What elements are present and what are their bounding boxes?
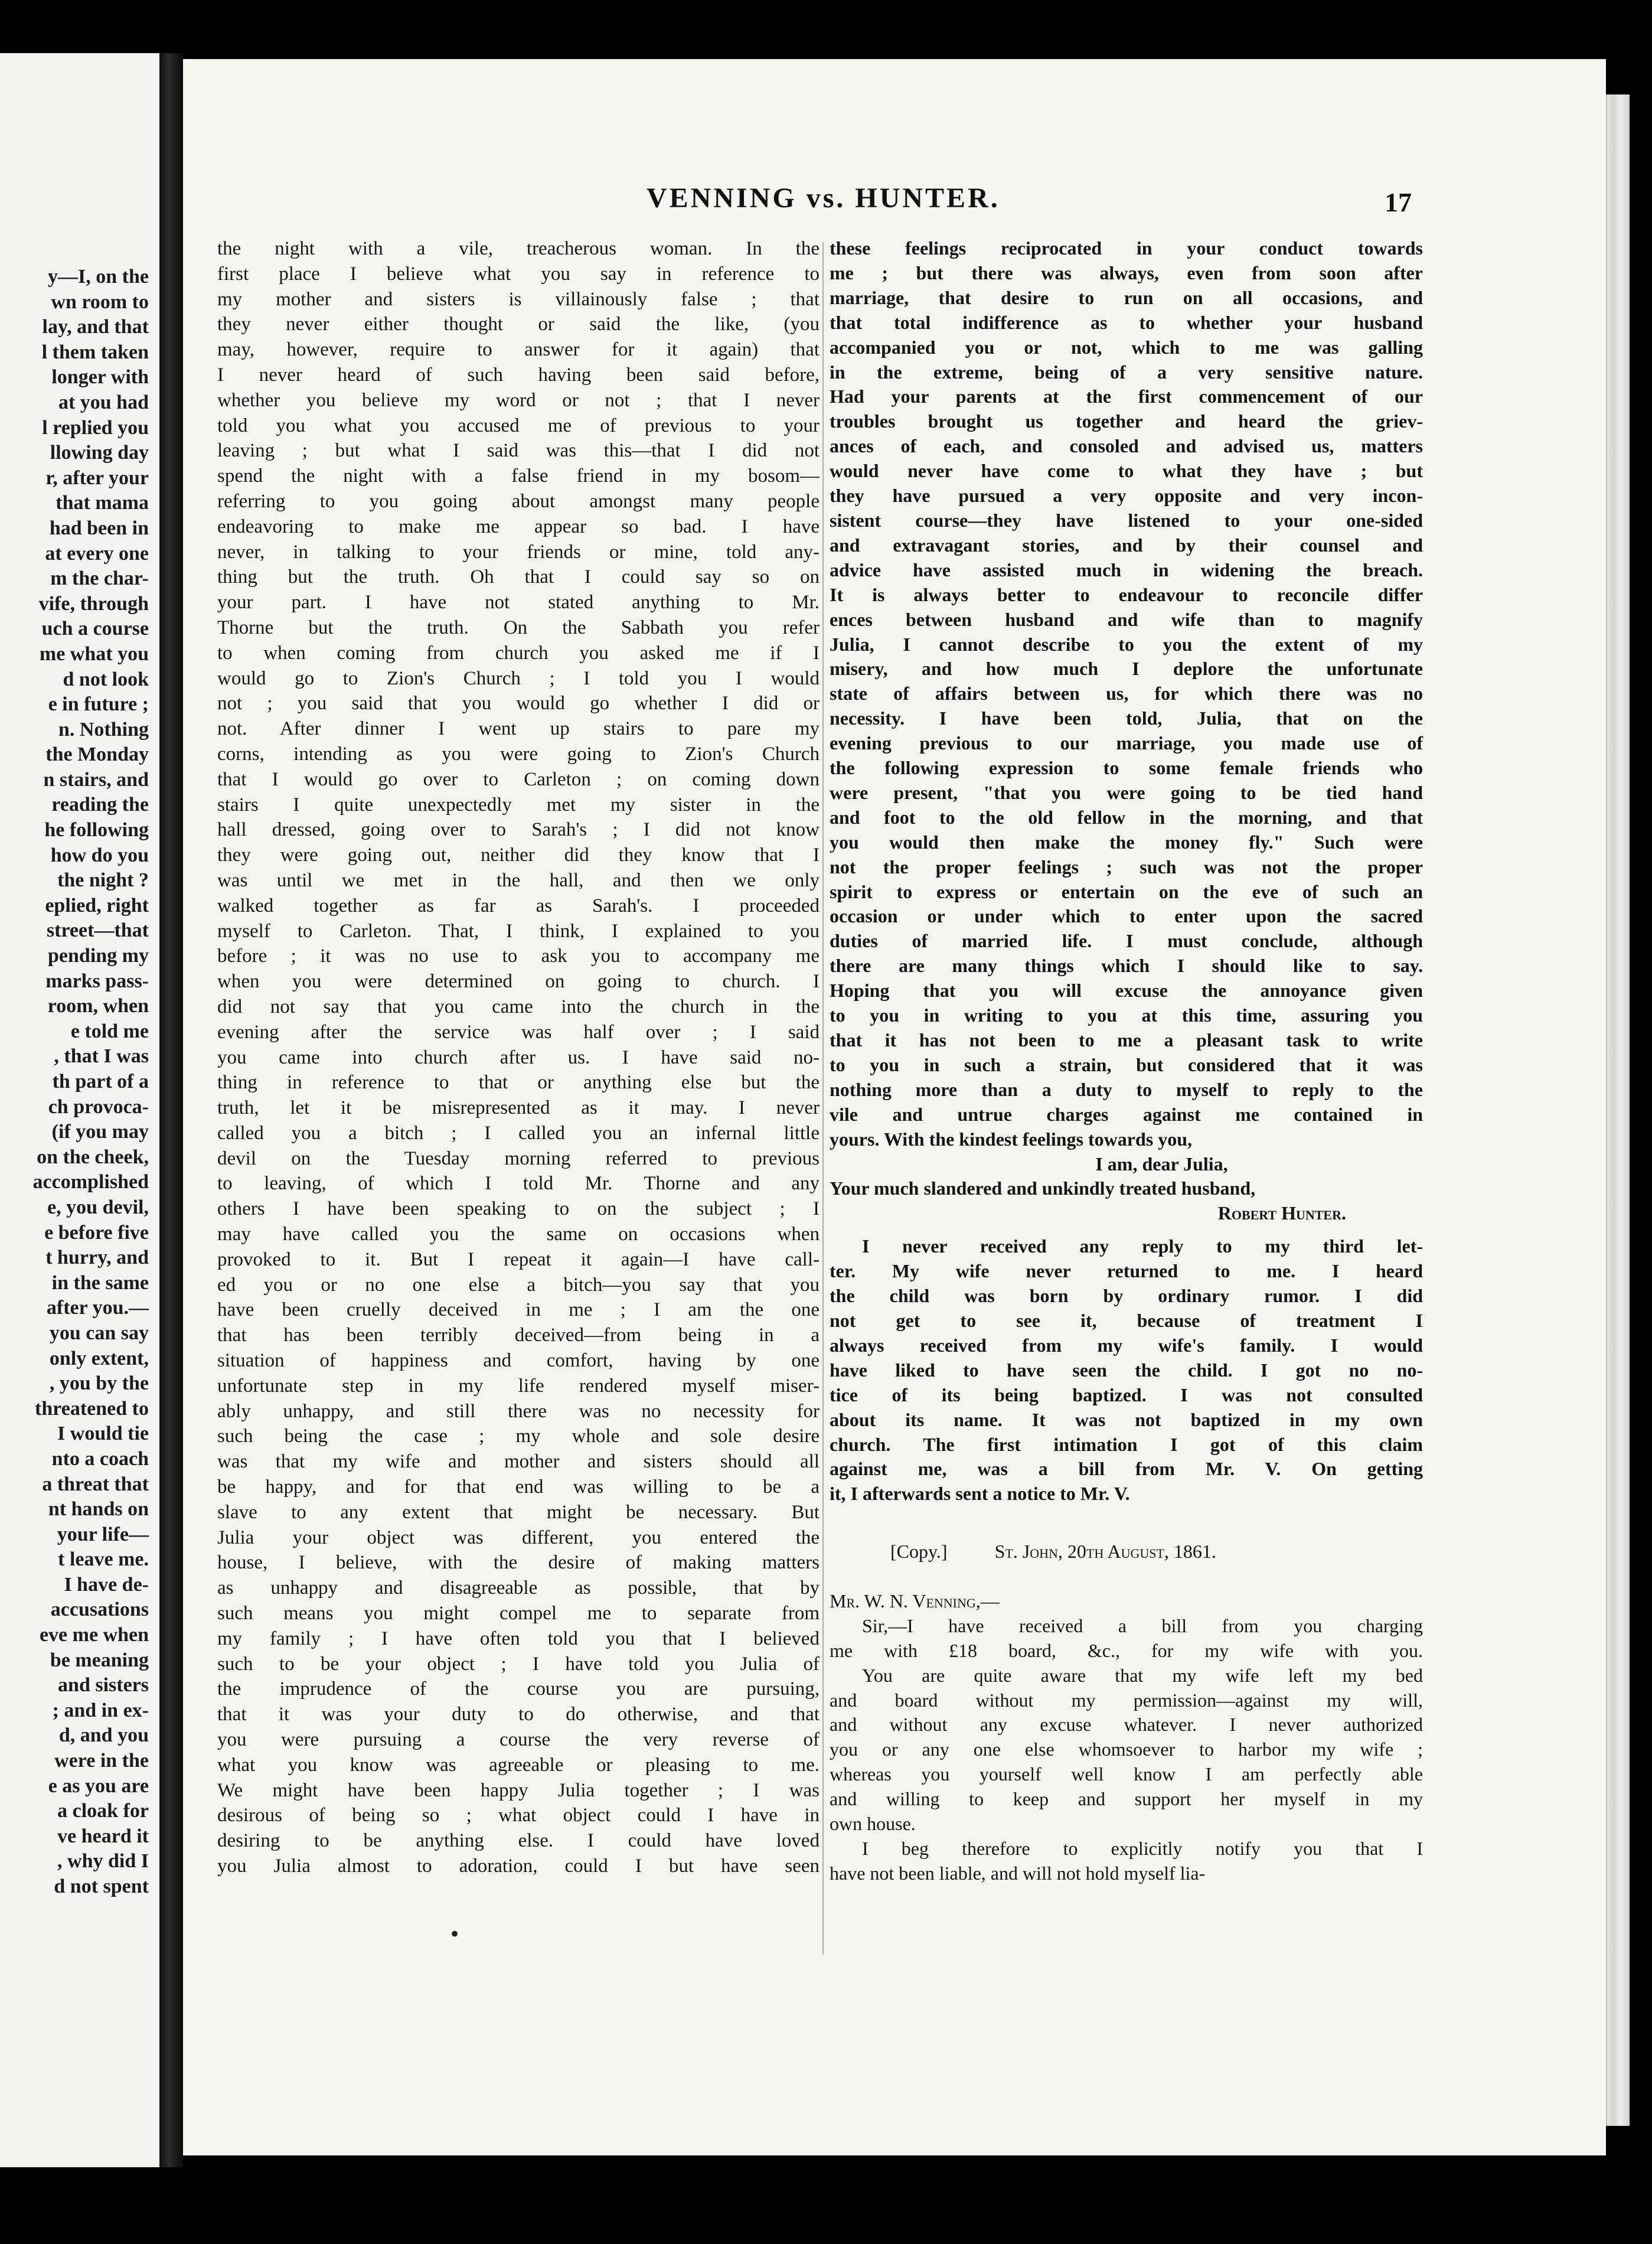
left-page-fragment — [0, 53, 159, 2167]
right-column-line: It is always better to endeavour to reconcile differ — [830, 583, 1423, 605]
middle-column-line: called you a bitch ; I called you an infernal little — [217, 1122, 820, 1144]
left-fragment-line: only extent, — [49, 1347, 149, 1369]
testimony-line: not get to see it, because of treatment I — [830, 1309, 1423, 1331]
middle-column-line: was that my wife and mother and sisters should all — [217, 1451, 820, 1473]
testimony-line: I never received any reply to my third let- — [862, 1235, 1423, 1257]
middle-column-line: whether you believe my word or not ; that I never — [217, 389, 820, 411]
notice-letter-line: You are quite aware that my wife left my bed — [862, 1664, 1423, 1686]
right-column-line: these feelings reciprocated in your conduct towards — [830, 237, 1423, 259]
right-column-line: that total indifference as to whether your husband — [830, 311, 1423, 333]
left-fragment-line: ; and in ex- — [52, 1699, 149, 1721]
left-fragment-line: d not look — [63, 668, 149, 690]
right-column-line: not the proper feelings ; such was not the proper — [830, 856, 1423, 878]
right-column-line: advice have assisted much in widening the breach. — [830, 559, 1423, 580]
left-fragment-line: accomplished — [32, 1171, 149, 1193]
middle-column-line: that has been terribly deceived—from being in a — [217, 1325, 820, 1346]
middle-column-line: never, in talking to your friends or mine, told any- — [217, 541, 820, 563]
middle-column-line: We might have been happy Julia together ; I was — [217, 1779, 820, 1801]
left-fragment-line: he following — [44, 819, 149, 842]
right-column-line: to you in such a strain, but considered that it was — [830, 1053, 1423, 1075]
left-fragment-line: a threat that — [42, 1473, 149, 1495]
middle-column-line: as unhappy and disagreeable as possible, that by — [217, 1577, 820, 1599]
middle-column-line: when you were determined on going to church. I — [217, 971, 820, 993]
left-fragment-line: marks pass- — [45, 970, 149, 992]
testimony-line: it, I afterwards sent a notice to Mr. V. — [830, 1483, 1130, 1505]
left-fragment-line: room, when — [47, 995, 149, 1017]
notice-letter-line: and board without my permission—against my will, — [830, 1689, 1423, 1711]
middle-column-line: was until we met in the hall, and then we only — [217, 869, 820, 891]
left-fragment-line: were in the — [54, 1750, 149, 1772]
right-column-line: to you in writing to you at this time, assuring you — [830, 1004, 1423, 1026]
middle-column-line: truth, let it be misrepresented as it may. I never — [217, 1097, 820, 1119]
signature: Robert Hunter. — [1217, 1202, 1346, 1224]
left-fragment-line: that mama — [55, 492, 149, 514]
closing-salutation: I am, dear Julia, — [1095, 1153, 1228, 1175]
middle-column-line: endeavoring to make me appear so bad. I have — [217, 516, 820, 537]
middle-column-line: Julia your object was different, you entered the — [217, 1527, 820, 1548]
right-column-line: necessity. I have been told, Julia, that on the — [830, 707, 1423, 729]
middle-column-line: such means you might compel me to separate from — [217, 1603, 820, 1625]
right-column-line: Hoping that you will excuse the annoyance given — [830, 980, 1423, 1002]
middle-column-line: provoked to it. But I repeat it again—I have call- — [217, 1248, 820, 1270]
middle-column-line: the imprudence of the course you are pursuing, — [217, 1678, 820, 1700]
left-fragment-line: , you by the — [49, 1372, 149, 1395]
right-column-line: spirit to express or entertain on the eve of such an — [830, 880, 1423, 902]
middle-column-line: told you what you accused me of previous to your — [217, 415, 820, 436]
right-column-line: accompanied you or not, which to me was galling — [830, 336, 1423, 358]
left-fragment-line: uch a course — [41, 618, 149, 640]
middle-column-line: they never either thought or said the like, (you — [217, 314, 820, 335]
testimony-paragraph — [830, 1234, 1423, 1506]
left-fragment-line: at you had — [58, 391, 149, 413]
notice-letter-line: whereas you yourself well know I am perfectly able — [830, 1763, 1423, 1785]
left-fragment-line: wn room to — [51, 291, 149, 313]
middle-column-line: such to be your object ; I have told you Julia of — [217, 1653, 820, 1675]
middle-column-line: not. After dinner I went up stairs to pare my — [217, 718, 820, 740]
left-fragment-line: the night ? — [57, 869, 149, 892]
left-fragment-line: , that I was — [54, 1045, 149, 1068]
right-column-line: nothing more than a duty to myself to reply to the — [830, 1078, 1423, 1100]
left-fragment-line: d, and you — [58, 1724, 149, 1747]
right-column-line: yours. With the kindest feelings towards you, — [830, 1128, 1192, 1150]
right-column — [830, 236, 1423, 1886]
middle-column-line: evening after the service was half over ; I said — [217, 1021, 820, 1043]
middle-column-line: myself to Carleton. That, I think, I explained to you — [217, 920, 820, 942]
left-fragment-line: I would tie — [57, 1423, 149, 1445]
middle-column-line: ed you or no one else a bitch—you say that you — [217, 1274, 820, 1296]
left-fragment-line: threatened to — [35, 1397, 149, 1420]
left-fragment-line: d not spent — [54, 1876, 149, 1897]
notice-letter-line: you or any one else whomsoever to harbor my wife ; — [830, 1739, 1423, 1760]
left-fragment-line: , why did I — [57, 1850, 149, 1873]
left-fragment-line: how do you — [50, 844, 149, 866]
middle-column-line: may, however, require to answer for it again) that — [217, 339, 820, 361]
left-fragment-line: n stairs, and — [43, 768, 149, 791]
middle-column-line: slave to any extent that might be necessary. But — [217, 1501, 820, 1523]
right-column-line: that it has not been to me a pleasant task to write — [830, 1029, 1423, 1051]
place-date: St. John, 20th August, 1861. — [994, 1541, 1216, 1563]
notice-letter — [830, 1614, 1423, 1886]
middle-column-line: your part. I have not stated anything to Mr. — [217, 592, 820, 614]
middle-column-line: the night with a vile, treacherous woman. In the — [217, 238, 820, 259]
middle-column-line: first place I believe what you say in reference to — [217, 263, 820, 285]
left-fragment-line: me what you — [39, 642, 149, 665]
left-fragment-line: ch provoca- — [48, 1095, 149, 1118]
middle-column-line: thing in reference to that or anything else but the — [217, 1072, 820, 1094]
right-column-line: ences between husband and wife than to magnify — [830, 608, 1423, 630]
testimony-line: ter. My wife never returned to me. I heard — [830, 1260, 1423, 1282]
book-gutter — [159, 53, 183, 2167]
left-fragment-line: vife, through — [38, 592, 149, 615]
left-fragment-line: you can say — [49, 1322, 149, 1344]
left-fragment-line: nt hands on — [48, 1498, 149, 1521]
left-fragment-line: th part of a — [52, 1071, 149, 1092]
testimony-line: about its name. It was not baptized in my own — [830, 1408, 1423, 1430]
letter-conclusion — [830, 236, 1423, 1152]
copy-label: [Copy.] — [890, 1541, 948, 1563]
left-fragment-line: be meaning — [50, 1649, 149, 1671]
left-fragment-line: and sisters — [58, 1674, 149, 1697]
testimony-line: against me, was a bill from Mr. V. On getting — [830, 1458, 1423, 1480]
left-fragment-line: had been in — [49, 517, 149, 539]
right-column-line: duties of married life. I must conclude, although — [830, 930, 1423, 952]
middle-column-line: you came into church after us. I have said no- — [217, 1046, 820, 1068]
middle-column-line: they were going out, neither did they know that I — [217, 844, 820, 866]
testimony-line: always received from my wife's family. I would — [830, 1334, 1423, 1356]
left-fragment-line: t hurry, and — [45, 1247, 149, 1269]
middle-column-line: my mother and sisters is villainously false ; that — [217, 288, 820, 310]
left-fragment-line: (if you may — [51, 1121, 149, 1143]
right-column-line: vile and untrue charges against me contained in — [830, 1103, 1423, 1125]
left-fragment-line: e in future ; — [48, 693, 149, 716]
left-fragment-line: at every one — [45, 542, 149, 565]
left-fragment-line: e told me — [70, 1020, 149, 1042]
right-column-line: were present, "that you were going to be tied hand — [830, 781, 1423, 803]
testimony-line: church. The first intimation I got of this claim — [830, 1433, 1423, 1455]
right-column-line: would never have come to what they have ; but — [830, 460, 1423, 482]
left-fragment-line: a cloak for — [57, 1800, 149, 1822]
middle-column-line: may have called you the same on occasions when — [217, 1224, 820, 1245]
left-page-text — [0, 265, 149, 1900]
right-column-line: there are many things which I should like to say. — [830, 955, 1423, 977]
left-fragment-line: your life— — [57, 1523, 149, 1545]
right-column-line: and foot to the old fellow in the morning, and that — [830, 806, 1423, 828]
left-fragment-line: the Monday — [45, 743, 149, 766]
left-fragment-line: eplied, right — [45, 894, 149, 916]
notice-letter-line: own house. — [830, 1813, 916, 1835]
page-edge — [1606, 94, 1630, 2126]
middle-column-line: stairs I quite unexpectedly met my sister in the — [217, 794, 820, 816]
left-fragment-line: l replied you — [42, 416, 149, 439]
left-fragment-line: pending my — [48, 945, 149, 967]
notice-letter-line: and willing to keep and support her myself in my — [830, 1788, 1423, 1810]
left-fragment-line: in the same — [51, 1271, 149, 1294]
right-column-line: Had your parents at the first commencement of our — [830, 386, 1423, 407]
testimony-line: the child was born by ordinary rumor. I did — [830, 1285, 1423, 1307]
notice-letter-line: Sir,—I have received a bill from you charging — [862, 1614, 1423, 1636]
middle-column-line: walked together as far as Sarah's. I proceeded — [217, 895, 820, 916]
right-column-line: state of affairs between us, for which there was no — [830, 683, 1423, 704]
middle-column-line: you Julia almost to adoration, could I but have seen — [217, 1855, 820, 1877]
left-fragment-line: accusations — [50, 1599, 149, 1621]
middle-column-line: to leaving, of which I told Mr. Thorne and any — [217, 1173, 820, 1195]
left-fragment-line: ve heard it — [57, 1825, 149, 1847]
notice-letter-line: and without any excuse whatever. I never authorized — [830, 1714, 1423, 1736]
right-column-line: in the extreme, being of a very sensitive nature. — [830, 361, 1423, 383]
middle-column-line: thing but the truth. Oh that I could say so on — [217, 566, 820, 588]
left-fragment-line: on the cheek, — [37, 1146, 149, 1168]
left-fragment-line: y—I, on the — [48, 266, 149, 288]
middle-column-line: devil on the Tuesday morning referred to previous — [217, 1147, 820, 1169]
addressee: Mr. W. N. Venning,— — [830, 1590, 1000, 1612]
left-fragment-line: e as you are — [48, 1775, 149, 1797]
left-fragment-line: street—that — [46, 919, 149, 942]
middle-column-line: desirous of being so ; what object could I have in — [217, 1805, 820, 1826]
left-fragment-line: l them taken — [41, 341, 149, 363]
notice-letter-line: have not been liable, and will not hold myself lia- — [830, 1862, 1206, 1884]
left-fragment-line: longer with — [51, 366, 149, 389]
middle-column-line: would go to Zion's Church ; I told you I would — [217, 667, 820, 689]
middle-column-line: what you know was agreeable or pleasing to me. — [217, 1754, 820, 1776]
middle-column-line: situation of happiness and comfort, having by one — [217, 1350, 820, 1372]
left-fragment-line: I have de- — [64, 1573, 149, 1596]
middle-column-line: my family ; I have often told you that I believed — [217, 1627, 820, 1649]
closing-sign-line: Your much slandered and unkindly treated husband, — [830, 1178, 1256, 1199]
middle-column-line: ably unhappy, and still there was no necessity for — [217, 1400, 820, 1422]
left-fragment-line: llowing day — [50, 442, 149, 464]
left-fragment-line: e before five — [44, 1221, 149, 1244]
left-fragment-line: lay, and that — [42, 316, 149, 338]
middle-column-line: that it was your duty to do otherwise, and that — [217, 1704, 820, 1726]
left-fragment-line: eve me when — [39, 1624, 149, 1646]
column-divider — [822, 242, 824, 1955]
middle-column-line: leaving ; but what I said was this—that I did not — [217, 440, 820, 462]
left-fragment-line: r, after your — [45, 467, 149, 489]
middle-column-line: others I have been speaking to on the subject ; I — [217, 1198, 820, 1220]
right-column-line: the following expression to some female friends who — [830, 757, 1423, 779]
middle-column-line: you were pursuing a course the very reverse of — [217, 1729, 820, 1751]
middle-column-line: be happy, and for that end was willing to be a — [217, 1476, 820, 1498]
left-fragment-line: after you.— — [46, 1297, 149, 1319]
copy-header — [830, 1515, 1423, 1589]
left-fragment-line: nto a coach — [51, 1447, 149, 1470]
middle-column-line: not ; you said that you would go whether I did or — [217, 693, 820, 715]
page-mark: • — [449, 1923, 461, 1946]
notice-letter-line: I beg therefore to explicitly notify you that I — [862, 1838, 1423, 1859]
left-fragment-line: e, you devil, — [47, 1196, 149, 1218]
middle-column-line: to when coming from church you asked me if I — [217, 642, 820, 664]
middle-column-line: hall dressed, going over to Sarah's ; I did not know — [217, 819, 820, 841]
left-fragment-line: t leave me. — [58, 1548, 149, 1571]
right-column-line: misery, and how much I deplore the unfortunate — [830, 658, 1423, 680]
left-fragment-line: m the char- — [50, 567, 149, 590]
middle-column-line: such being the case ; my whole and sole desire — [217, 1426, 820, 1447]
right-column-line: they have pursued a very opposite and very incon- — [830, 485, 1423, 507]
middle-column-line: desiring to be anything else. I could have loved — [217, 1830, 820, 1852]
testimony-line: tice of its being baptized. I was not consulted — [830, 1384, 1423, 1405]
middle-column-line: before ; it was no use to ask you to accompany me — [217, 945, 820, 967]
middle-column-line: I never heard of such having been said before, — [217, 364, 820, 386]
right-column-line: you would then make the money fly." Such were — [830, 831, 1423, 853]
running-head: VENNING vs. HUNTER. — [647, 182, 1000, 214]
middle-column — [217, 236, 820, 1879]
middle-column-line: did not say that you came into the church in the — [217, 996, 820, 1017]
testimony-line: have liked to have seen the child. I got no no- — [830, 1359, 1423, 1381]
middle-column-line: spend the night with a false friend in my bosom— — [217, 465, 820, 487]
middle-column-line: corns, intending as you were going to Zion's Church — [217, 743, 820, 765]
middle-column-line: that I would go over to Carleton ; on coming down — [217, 768, 820, 790]
left-fragment-line: reading the — [51, 794, 149, 816]
page-number: 17 — [1385, 187, 1412, 217]
middle-column-line: house, I believe, with the desire of making matters — [217, 1552, 820, 1574]
middle-column-line: have been cruelly deceived in me ; I am the one — [217, 1299, 820, 1321]
right-column-line: troubles brought us together and heard the griev- — [830, 410, 1423, 432]
right-column-line: occasion or under which to enter upon the sacred — [830, 905, 1423, 927]
copy-gap — [948, 1541, 995, 1562]
middle-column-line: referring to you going about amongst many people — [217, 490, 820, 512]
right-column-line: evening previous to our marriage, you made use of — [830, 732, 1423, 754]
right-column-line: me ; but there was always, even from soon after — [830, 262, 1423, 283]
left-fragment-line: n. Nothing — [58, 718, 149, 741]
notice-letter-line: me with £18 board, &c., for my wife with you. — [830, 1639, 1423, 1661]
middle-column-line: unfortunate step in my life rendered myself miser- — [217, 1375, 820, 1397]
right-column-line: ances of each, and consoled and advised us, matters — [830, 435, 1423, 457]
right-column-line: marriage, that desire to run on all occasions, and — [830, 286, 1423, 308]
middle-column-line: Thorne but the truth. On the Sabbath you refer — [217, 617, 820, 638]
right-column-line: Julia, I cannot describe to you the extent of my — [830, 633, 1423, 655]
right-column-line: and extravagant stories, and by their counsel and — [830, 534, 1423, 556]
right-column-line: sistent course—they have listened to your one-sided — [830, 509, 1423, 531]
